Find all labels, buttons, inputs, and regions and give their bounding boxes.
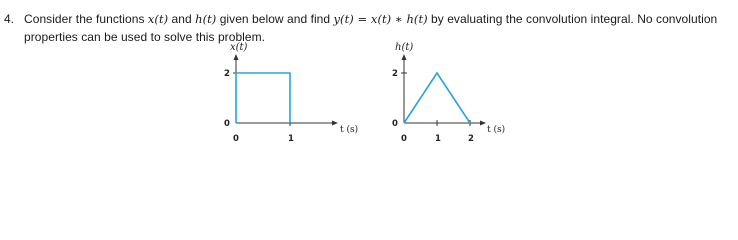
plot-x-signal-line: [236, 73, 290, 123]
question-text-part-3: given below and find: [216, 12, 334, 26]
question-text-part-4: by evaluating the convolution integral. No convolution properties can be used to solve this problem.: [24, 12, 718, 44]
plot-x-x-axis-label: t (s): [340, 125, 358, 135]
plot-x-title: x(t): [230, 42, 248, 53]
plot-h-xtick-label-2: 2: [468, 134, 474, 144]
plot-h-x-axis-arrowhead: [480, 121, 486, 126]
plot-x-ytick-label-0: 0: [224, 119, 230, 129]
plot-h-xtick-label-1: 1: [435, 134, 441, 144]
plot-h-x-axis-label: t (s): [487, 125, 506, 135]
plot-h-ytick-label-2: 2: [392, 69, 398, 79]
plot-x-ytick-label-2: 2: [224, 69, 230, 79]
plot-x-y-axis-arrowhead: [234, 54, 239, 60]
plot-h-of-t: [374, 40, 514, 150]
plot-x-of-t: [218, 40, 358, 150]
plot-x-xtick-label-1: 1: [288, 134, 294, 144]
question-text-part-1: Consider the functions: [24, 12, 148, 26]
plot-h-signal-line: [404, 73, 470, 123]
math-convolution-expression: y(t) = x(t) ∗ h(t): [333, 12, 428, 26]
plot-h-y-axis-arrowhead: [402, 54, 407, 60]
plot-h-ytick-label-0: 0: [392, 119, 398, 129]
plot-h-xtick-label-0: 0: [401, 134, 407, 144]
plot-x-xtick-label-0: 0: [233, 134, 239, 144]
question-number: 4.: [4, 12, 15, 26]
math-h-of-t: h(t): [195, 12, 217, 26]
math-x-of-t: x(t): [147, 12, 169, 26]
plot-x-x-axis-arrowhead: [332, 121, 338, 126]
question-text-part-2: and: [168, 12, 196, 26]
plot-h-title: h(t): [395, 42, 414, 53]
